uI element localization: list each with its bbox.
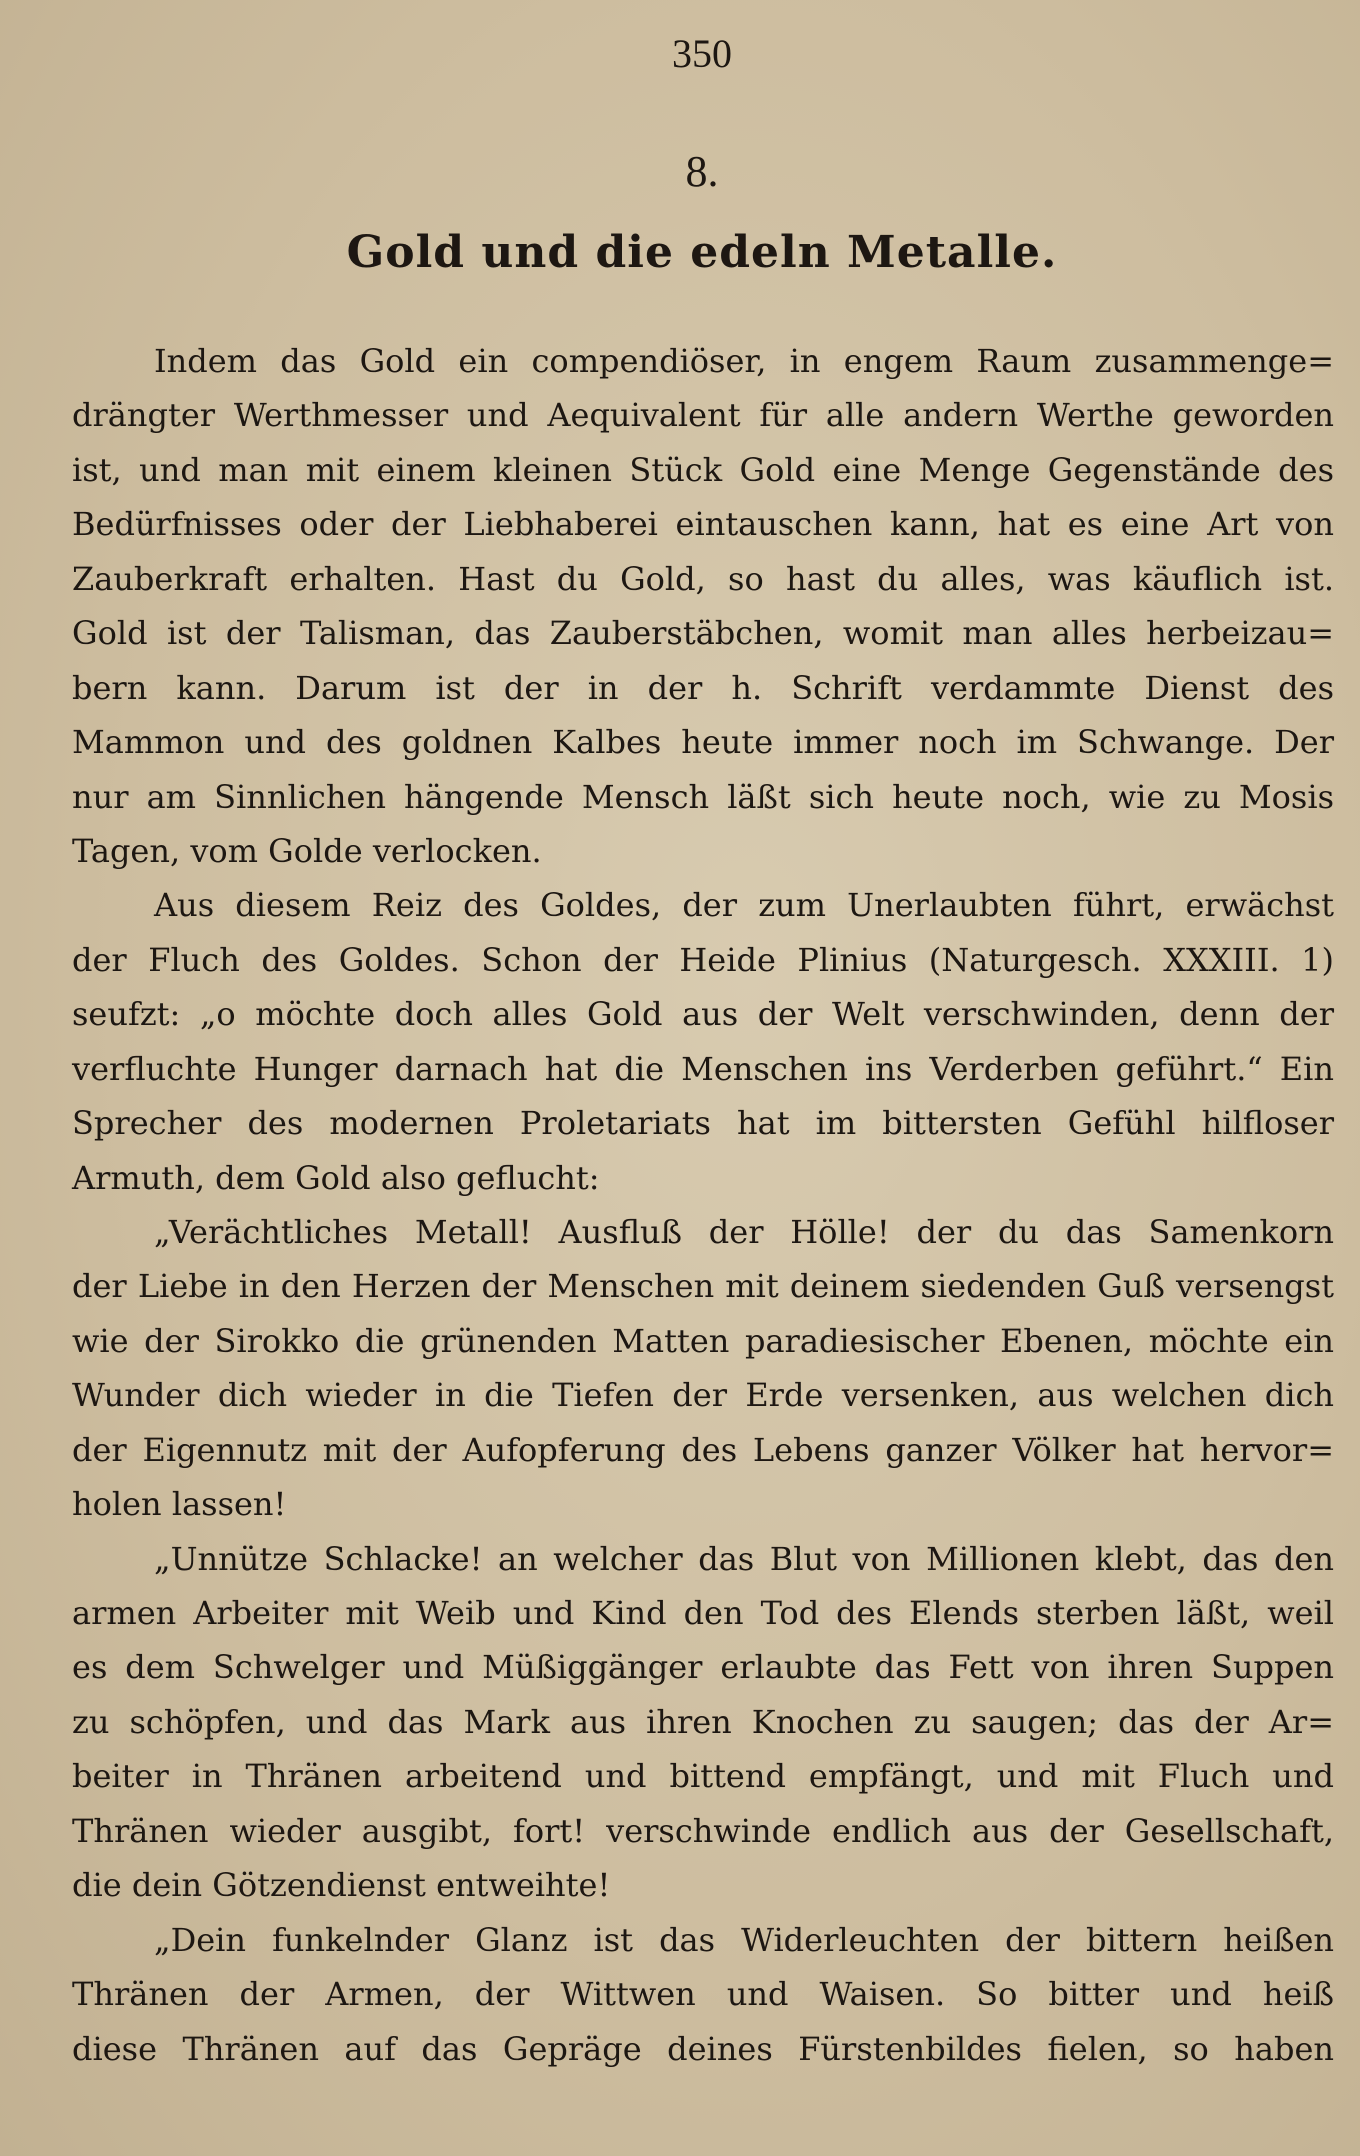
text-line: armen Arbeiter mit Weib und Kind den Tod des Elends sterben läßt, weil xyxy=(72,1594,1334,1632)
section-number: 8. xyxy=(685,147,719,196)
book-page xyxy=(72,0,1332,2156)
page-number: 350 xyxy=(672,31,732,76)
text-line: der Fluch des Goldes. Schon der Heide Plinius (Naturgesch. XXXIII. 1) xyxy=(72,941,1334,979)
text-line: beiter in Thränen arbeitend und bittend empfängt, und mit Fluch und xyxy=(72,1757,1334,1795)
text-line: zu schöpfen, und das Mark aus ihren Knochen zu saugen; das der Ar= xyxy=(72,1703,1334,1741)
text-line: die dein Götzendienst entweihte! xyxy=(72,1866,611,1904)
text-line: Armuth, dem Gold also geflucht: xyxy=(72,1159,600,1197)
text-line: der Eigennutz mit der Aufopferung des Lebens ganzer Völker hat hervor= xyxy=(72,1431,1334,1469)
text-line: „Verächtliches Metall! Ausfluß der Hölle! der du das Samenkorn xyxy=(154,1213,1334,1251)
text-line: es dem Schwelger und Müßiggänger erlaubte das Fett von ihren Suppen xyxy=(72,1648,1334,1686)
text-line: Indem das Gold ein compendiöser, in engem Raum zusammenge= xyxy=(154,342,1334,380)
text-line: „Dein funkelnder Glanz ist das Widerleuchten der bittern heißen xyxy=(154,1921,1334,1959)
text-line: diese Thränen auf das Gepräge deines Fürstenbildes fielen, so haben xyxy=(72,2030,1334,2068)
text-line: Aus diesem Reiz des Goldes, der zum Unerlaubten führt, erwächst xyxy=(154,886,1334,924)
text-line: Mammon und des goldnen Kalbes heute immer noch im Schwange. Der xyxy=(72,723,1334,761)
text-line: Bedürfnisses oder der Liebhaberei eintauschen kann, hat es eine Art von xyxy=(72,505,1334,543)
text-line: seufzt: „o möchte doch alles Gold aus der Welt verschwinden, denn der xyxy=(72,995,1334,1033)
text-line: verfluchte Hunger darnach hat die Menschen ins Verderben geführt.“ Ein xyxy=(72,1050,1334,1088)
text-line: ist, und man mit einem kleinen Stück Gold eine Menge Gegenstände des xyxy=(72,451,1334,489)
text-line: nur am Sinnlichen hängende Mensch läßt sich heute noch, wie zu Mosis xyxy=(72,778,1334,816)
text-line: holen lassen! xyxy=(72,1485,287,1523)
text-line: Thränen wieder ausgibt, fort! verschwinde endlich aus der Gesellschaft, xyxy=(72,1812,1334,1850)
text-line: bern kann. Darum ist der in der h. Schrift verdammte Dienst des xyxy=(72,669,1334,707)
text-line: drängter Werthmesser und Aequivalent für alle andern Werthe geworden xyxy=(72,396,1334,434)
section-title: Gold und die edeln Metalle. xyxy=(346,227,1058,278)
text-line: „Unnütze Schlacke! an welcher das Blut von Millionen klebt, das den xyxy=(154,1540,1334,1578)
text-line: Sprecher des modernen Proletariats hat im bittersten Gefühl hilfloser xyxy=(72,1104,1334,1142)
text-line: Gold ist der Talisman, das Zauberstäbchen, womit man alles herbeizau= xyxy=(72,614,1334,652)
text-line: Tagen, vom Golde verlocken. xyxy=(72,832,542,870)
text-line: Wunder dich wieder in die Tiefen der Erde versenken, aus welchen dich xyxy=(72,1376,1334,1414)
text-line: wie der Sirokko die grünenden Matten paradiesischer Ebenen, möchte ein xyxy=(72,1322,1334,1360)
text-line: der Liebe in den Herzen der Menschen mit deinem siedenden Guß versengst xyxy=(72,1267,1334,1305)
text-line: Zauberkraft erhalten. Hast du Gold, so hast du alles, was käuflich ist. xyxy=(72,560,1334,598)
text-line: Thränen der Armen, der Wittwen und Waisen. So bitter und heiß xyxy=(72,1975,1334,2013)
